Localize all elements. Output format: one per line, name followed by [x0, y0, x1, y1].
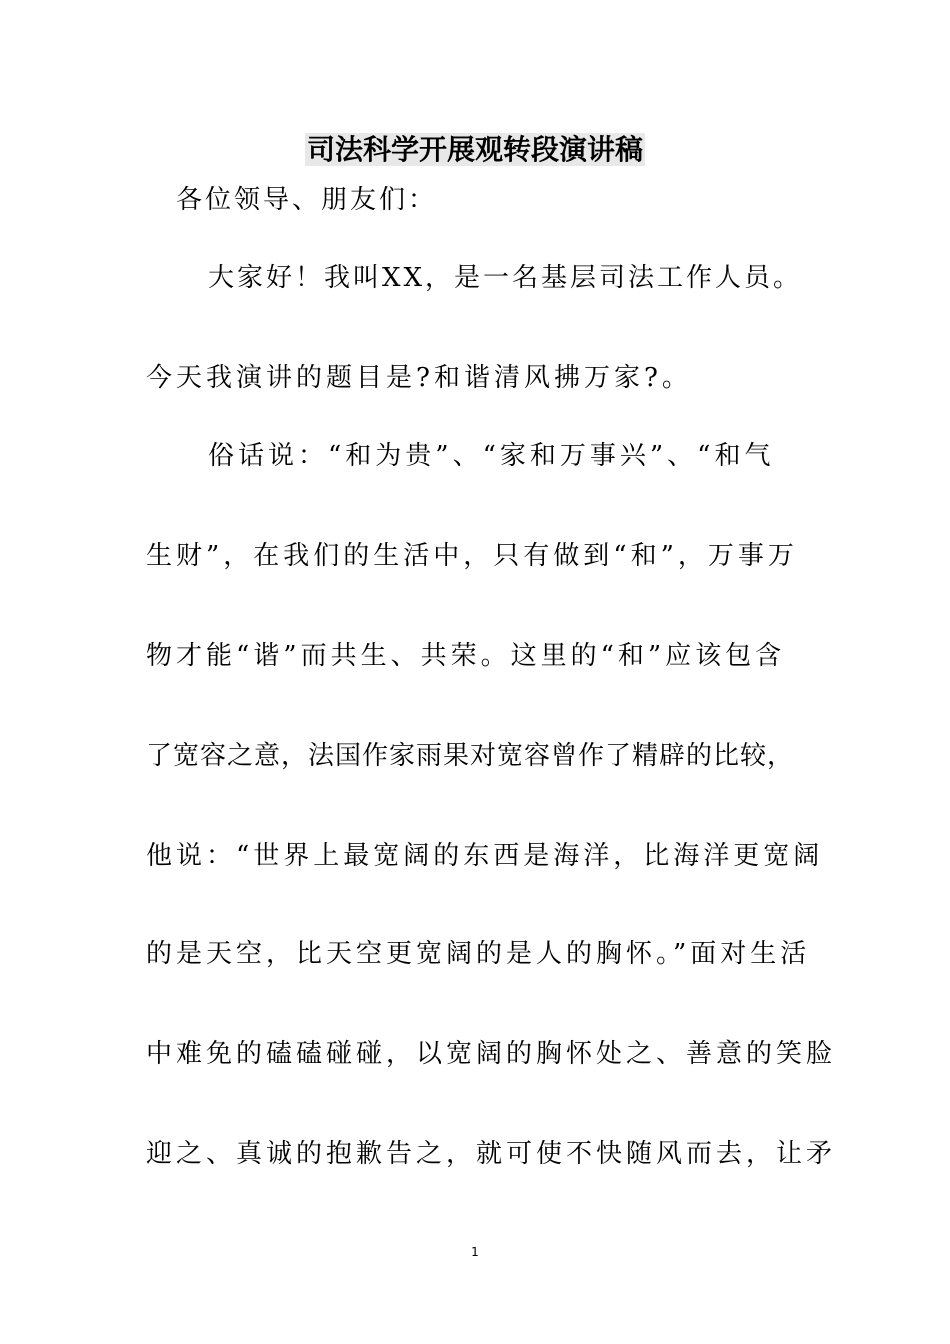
body-line: 他说：“世界上最宽阔的东西是海洋，比海洋更宽阔	[146, 841, 824, 871]
body-line: 今天我演讲的题目是?和谐清风拂万家?。	[146, 363, 692, 393]
document-title-text: 司法科学开展观转段演讲稿	[306, 133, 643, 166]
body-line: 的是天空，比天空更宽阔的是人的胸怀。”面对生活	[146, 939, 811, 969]
body-line: 生财”，在我们的生活中，只有做到“和”，万事万	[146, 541, 798, 571]
body-line: 俗话说：“和为贵”、“家和万事兴”、“和气	[208, 441, 775, 471]
salutation-line: 各位领导、朋友们：	[176, 185, 438, 215]
document-title	[0, 128, 950, 172]
body-line: 大家好！我叫XX，是一名基层司法工作人员。	[208, 263, 803, 293]
body-line: 物才能“谐”而共生、共荣。这里的“和”应该包含	[146, 641, 786, 671]
page-number: 1	[471, 1245, 479, 1259]
body-line: 迎之、真诚的抱歉告之，就可使不快随风而去，让矛	[146, 1139, 837, 1169]
body-line: 中难免的磕磕碰碰，以宽阔的胸怀处之、善意的笑脸	[146, 1039, 837, 1069]
body-line: 了宽容之意，法国作家雨果对宽容曾作了精辟的比较，	[146, 741, 795, 771]
